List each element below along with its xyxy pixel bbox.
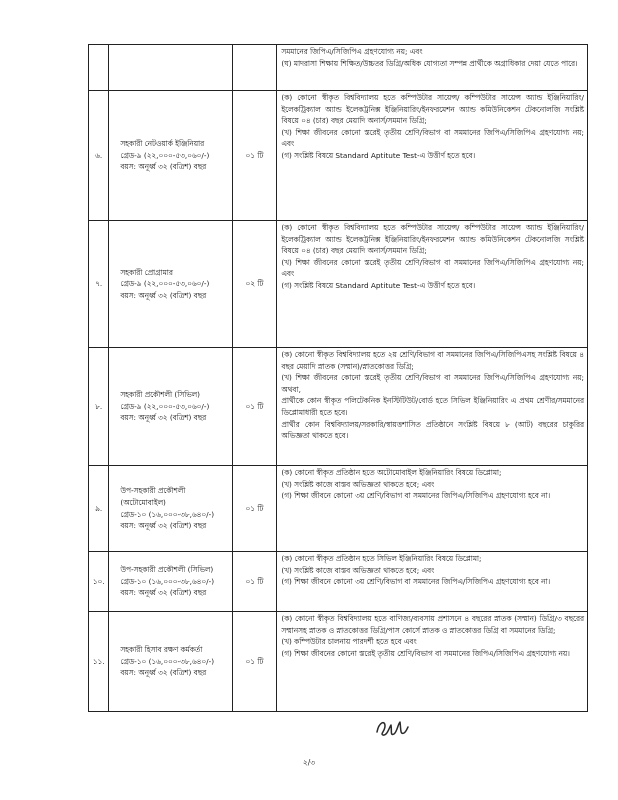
qualification-cell xyxy=(277,45,588,91)
post-detail-line: বয়স: অনূর্ধ্ব ৩২ (বত্রিশ) বছর xyxy=(120,290,207,300)
post-count-cell: ০১ টি xyxy=(232,552,277,612)
qualification-item: (খ) শিক্ষা জীবনের কোনো স্তরেই তৃতীয় শ্রেণি/বিভাগ বা সমমানের জিপিএ/সিজিপিএ গ্রহণযোগ্য নয়; এবং xyxy=(281,257,584,279)
post-detail-line: বয়স: অনূর্ধ্ব ৩২ (বত্রিশ) বছর xyxy=(120,413,207,423)
post-count-cell xyxy=(232,45,277,91)
qualification-item: (খ) সংশ্লিষ্ট কাজে বাস্তব অভিজ্ঞতা থাকতে হবে; এবং xyxy=(281,565,435,575)
post-detail-line: সহকারী হিসাব রক্ষণ কর্মকর্তা xyxy=(120,645,203,655)
qualification-item: (গ) সংশ্লিষ্ট বিষয়ে Standard Aptitute Test-এ উত্তীর্ণ হতে হবে। xyxy=(281,150,476,160)
qualification-item: (গ) শিক্ষা জীবনের কোনো স্তরেই তৃতীয় শ্রেণি/বিভাগ বা সমমানের জিপিএ/সিজিপিএ গ্রহণযোগ্য নয়। xyxy=(281,648,570,658)
serial-number-cell xyxy=(89,45,109,91)
post-name-cell xyxy=(109,552,232,612)
qualification-cell xyxy=(277,466,588,552)
table-row xyxy=(89,348,588,466)
post-name-cell xyxy=(109,612,232,712)
qualification-item: (ক) কোনো স্বীকৃত প্রতিষ্ঠান হতে অটোমোবাইল ইঞ্জিনিয়ারিং বিষয়ে ডিপ্লোমা; xyxy=(281,468,502,477)
table-row xyxy=(89,91,588,221)
post-count-cell: ০২ টি xyxy=(232,221,277,348)
serial-number-cell: ১১. xyxy=(89,612,109,712)
qualification-item: (ক) কোনো স্বীকৃত বিশ্ববিদ্যালয় হতে বাণিজ্য/ব্যবসায় প্রশাসনে ৪ বছরের স্নাতক (সম্মান) ডিগ্রি/৩ বছরের সম্মানসহ স্নাতক ও স্নাতকোত্তর ডিগ্রি/পাস কোর্সে স্নাতক ও স্নাতকোত্তর ডিগ্রি বা সমমানের ডিগ্রি; xyxy=(281,614,584,635)
post-detail-line: গ্রেড-১০ (১৬,০০০-৩৮,৬৪০/-) xyxy=(120,656,215,666)
table-body xyxy=(89,45,588,712)
post-detail-line: বয়স: অনূর্ধ্ব ৩২ (বত্রিশ) বছর xyxy=(120,162,207,172)
page-number: ২/৩ xyxy=(302,758,316,767)
post-detail-line: গ্রেড-১০ (১৬,০০০-৩৮,৬৪০/-) xyxy=(120,509,215,519)
post-name-cell xyxy=(109,91,232,221)
serial-number-cell: ৭. xyxy=(89,221,109,348)
handwritten-signature xyxy=(374,712,410,740)
qualification-cell xyxy=(277,221,588,348)
post-count-cell: ০১ টি xyxy=(232,466,277,552)
post-detail-line: গ্রেড-১০ (১৬,০০০-৩৮,৬৪০/-) xyxy=(120,576,215,586)
post-detail-line: সহকারী প্রোগ্রামার xyxy=(120,267,173,277)
post-detail-line: উপ-সহকারী প্রকৌশলী xyxy=(120,486,186,496)
post-detail-line: বয়স: অনূর্ধ্ব ৩২ (বত্রিশ) বছর xyxy=(120,521,207,531)
qualification-item: (ক) কোনো স্বীকৃত প্রতিষ্ঠান হতে সিভিল ইঞ্জিনিয়ারিং বিষয়ে ডিপ্লোমা; xyxy=(281,554,482,563)
qualification-item: (খ) শিক্ষা জীবনের কোনো স্তরেই তৃতীয় শ্রেণি/বিভাগ বা সমমানের জিপিএ/সিজিপিএ গ্রহণযোগ্য নয়; এবং xyxy=(281,127,584,149)
qualification-item: (ক) কোনো স্বীকৃত বিশ্ববিদ্যালয় হতে কম্পিউটার সায়েন্স/ কম্পিউটার সায়েন্স অ্যান্ড ইঞ্জিনিয়ারিং/ইলেকট্রিক্যাল অ্যান্ড ইলেকট্রনিক্স ইঞ্জিনিয়ারিং/ইনফরমেশন অ্যান্ড কমিউনিকেশন টেকনোলজি সংশ্লিষ্ট বিষয়ে ০৪ (চার) বছর মেয়াদি অনার্স/সমমান ডিগ্রি; xyxy=(281,223,584,256)
table-row xyxy=(89,552,588,612)
post-detail-line: গ্রেড-৯ (২২,০০০-৫৩,০৬০/-) xyxy=(120,150,210,160)
post-detail-line: উপ-সহকারী প্রকৌশলী (সিভিল) xyxy=(120,565,214,575)
qualification-item: (খ) শিক্ষা জীবনের কোনো স্তরেই তৃতীয় শ্রেণি/বিভাগ বা সমমানের জিপিএ/সিজিপিএ গ্রহণযোগ্য নয়; অথবা, xyxy=(281,373,584,394)
post-name-cell xyxy=(109,45,232,91)
qualification-item: সমমানের জিপিএ/সিজিপিএ গ্রহণযোগ্য নয়; এবং xyxy=(281,47,423,56)
qualification-cell xyxy=(277,552,588,612)
qualification-cell xyxy=(277,91,588,221)
post-detail-line: গ্রেড-৯ (২২,০০০-৫৩,০৬০/-) xyxy=(120,279,210,289)
qualification-item: (খ) সংশ্লিষ্ট কাজে বাস্তব অভিজ্ঞতা থাকতে হবে; এবং xyxy=(281,479,435,489)
post-count-cell: ০১ টি xyxy=(232,91,277,221)
serial-number-cell: ৯. xyxy=(89,466,109,552)
post-count-cell: ০১ টি xyxy=(232,348,277,466)
qualification-item: (খ) কম্পিউটার চালনায় পারদর্শী হতে হবে এবং xyxy=(281,637,417,647)
qualification-cell xyxy=(277,348,588,466)
qualification-item: (গ) সংশ্লিষ্ট বিষয়ে Standard Aptitute Test-এ উত্তীর্ণ হতে হবে। xyxy=(281,280,476,290)
post-detail-line: সহকারী প্রকৌশলী (সিভিল) xyxy=(120,390,200,400)
qualifications-table xyxy=(88,44,588,712)
qualification-item: (ক) কোনো স্বীকৃত বিশ্ববিদ্যালয় হতে কম্পিউটার সায়েন্স/ কম্পিউটার সায়েন্স অ্যান্ড ইঞ্জিনিয়ারিং/ইলেকট্রিক্যাল অ্যান্ড ইলেকট্রনিক্স ইঞ্জিনিয়ারিং/ইনফরমেশন অ্যান্ড কমিউনিকেশন টেকনোলজি সংশ্লিষ্ট বিষয়ে ০৪ (চার) বছর মেয়াদি অনার্স/সমমান ডিগ্রি; xyxy=(281,93,584,126)
post-name-cell xyxy=(109,466,232,552)
post-detail-line: গ্রেড-৯ (২২,০০০-৫৩,০৬০/-) xyxy=(120,401,210,411)
qualification-cell xyxy=(277,612,588,712)
post-detail-line: বয়স: অনূর্ধ্ব ৩২ (বত্রিশ) বছর xyxy=(120,588,207,598)
table-row xyxy=(89,221,588,348)
qualification-item: (ক) কোনো স্বীকৃত বিশ্ববিদ্যালয় হতে ২য় শ্রেণি/বিভাগ বা সমমানের জিপিএ/সিজিপিএসহ সংশ্লিষ্ট বিষয়ে ৪ বছর মেয়াদি স্নাতক (সম্মান)/স্নাতকোত্তর ডিগ্রি; xyxy=(281,350,584,371)
serial-number-cell: ৬. xyxy=(89,91,109,221)
table-row xyxy=(89,466,588,552)
qualification-item: (গ) শিক্ষা জীবনে কোনো ৩য় শ্রেণি/বিভাগ বা সমমানের জিপিএ/সিজিপিএ গ্রহণযোগ্য হবে না। xyxy=(281,577,551,587)
qualification-item: প্রার্থীকে কোন স্বীকৃত পলিটেকনিক ইনস্টিটিউট/বোর্ড হতে সিভিল ইঞ্জিনিয়ারিং এ প্রথম শ্রেণীর/সমমানের ডিপ্লোমাধারী হতে হবে। xyxy=(281,396,584,417)
post-name-cell xyxy=(109,348,232,466)
qualification-item: প্রার্থীর কোন বিশ্ববিদ্যালয়/সরকারি/স্বায়ত্তশাসিত প্রতিষ্ঠানে সংশ্লিষ্ট বিষয়ে ৮ (আট) বছরের চাকুরির অভিজ্ঞতা থাকতে হবে। xyxy=(281,419,584,441)
serial-number-cell: ৮. xyxy=(89,348,109,466)
serial-number-cell: ১০. xyxy=(89,552,109,612)
post-name-cell xyxy=(109,221,232,348)
post-detail-line: বয়স: অনূর্ধ্ব ৩২ (বত্রিশ) বছর xyxy=(120,668,207,678)
table-row xyxy=(89,612,588,712)
qualification-item: (ঘ) মাদরাসা শিক্ষায় শিক্ষিত/উচ্চতর ডিগ্রি/অধিক যোগ্যতা সম্পন্ন প্রার্থীকে অগ্রাধিকার দেয়া যেতে পারে। xyxy=(281,58,578,68)
table-row xyxy=(89,45,588,91)
qualification-item: (গ) শিক্ষা জীবনে কোনো ৩য় শ্রেণি/বিভাগ বা সমমানের জিপিএ/সিজিপিএ গ্রহণযোগ্য হবে না। xyxy=(281,491,551,501)
post-detail-line: সহকারী নেটওয়ার্ক ইঞ্জিনিয়ার xyxy=(120,139,205,149)
post-detail-line: (অটোমোবাইল) xyxy=(120,497,166,507)
post-count-cell: ০১ টি xyxy=(232,612,277,712)
